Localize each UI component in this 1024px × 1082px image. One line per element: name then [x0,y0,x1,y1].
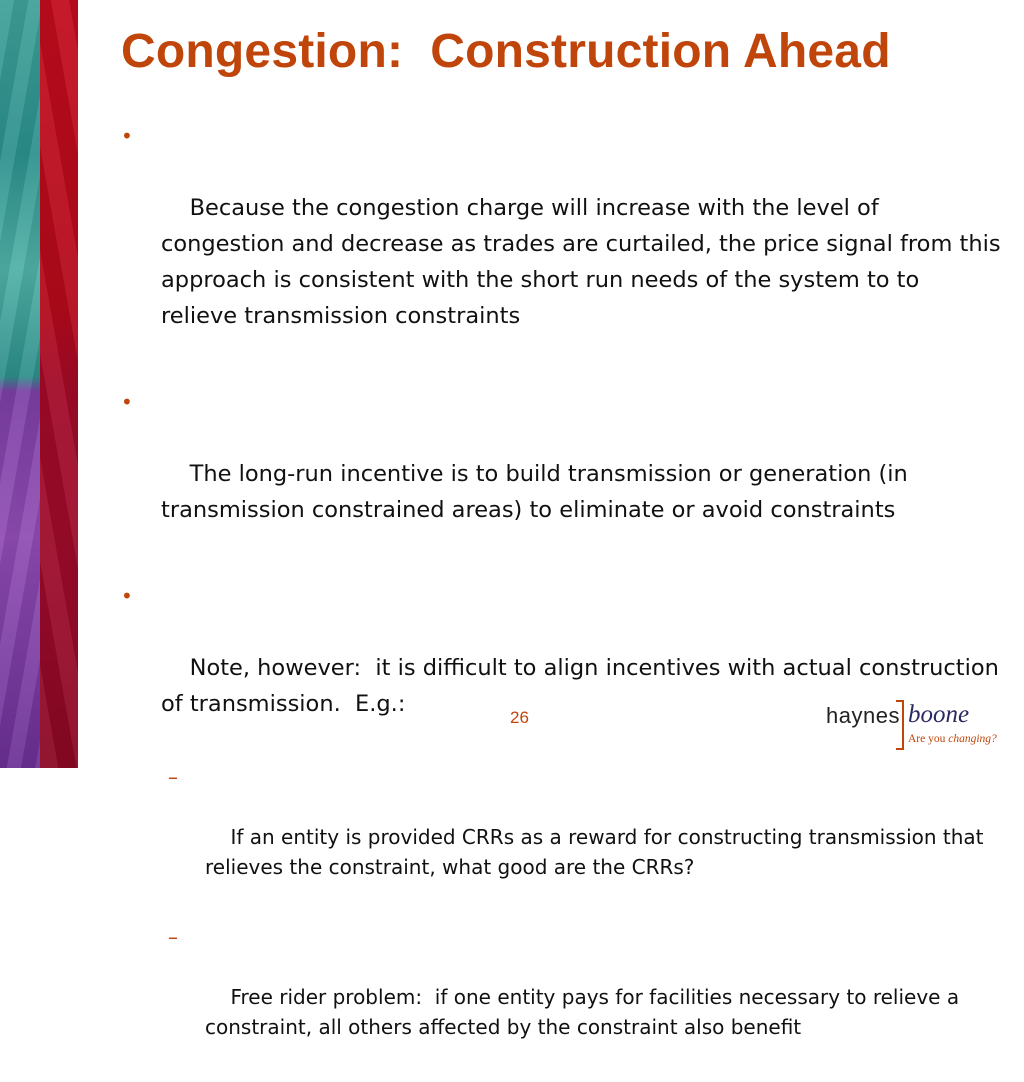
teal-purple-stripe [0,0,40,768]
logo-haynes-text: haynes [826,703,900,728]
page-number: 26 [510,708,529,727]
logo-tagline-prefix: Are you [908,733,949,745]
sub-bullet-item [164,922,1001,1072]
bullet-item [121,118,1008,370]
logo-boone-text: boone [908,701,970,728]
bullet-item [121,384,1001,564]
logo-tagline [908,733,997,745]
sub-bullet-dash-icon: – [168,925,178,949]
sub-bullet-text: If an entity is provided CRRs as a reward for constructing transmission that relieves the constraint, what good are the CRRs? [205,825,990,879]
sub-bullet-item [164,762,1001,912]
bullet-text: The long-run incentive is to build transmission or generation (in transmission constrained areas) to eliminate or avoid constraints [161,461,915,523]
logo-tagline-emphasis: changing? [948,733,997,745]
bullet-dot-icon: • [121,124,133,148]
red-stripe [40,0,78,768]
decorative-sidebar [0,0,78,768]
bullet-dot-icon: • [121,390,133,414]
slide-title: Congestion: Construction Ahead [121,25,891,78]
bullet-text: Note, however: it is difficult to align incentives with actual construction of transmission. E.g.: [161,655,1007,717]
bullet-text: Because the congestion charge will increase with the level of congestion and decrease as trades are curtailed, the price signal from this approach is consistent with the short run needs of the system to to relieve transmission constraints [161,195,1008,329]
sub-bullet-text: Free rider problem: if one entity pays for facilities necessary to relieve a constraint, all others affected by the constraint also benefit [205,985,966,1039]
bullet-dot-icon: • [121,584,133,608]
sub-bullet-dash-icon: – [168,765,178,789]
logo-bracket-icon [896,700,904,750]
haynes-boone-logo [826,697,1006,753]
slide-body [121,118,1008,1082]
